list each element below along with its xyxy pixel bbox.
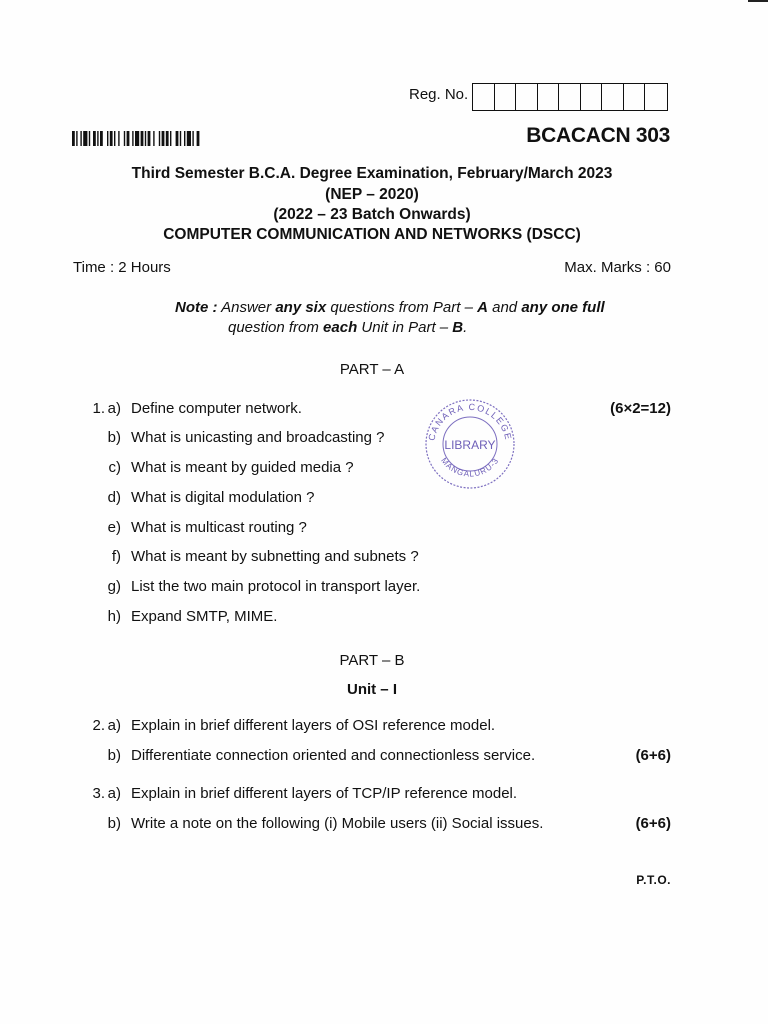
subquestion-text: What is unicasting and broadcasting ? (131, 429, 385, 446)
question-number: 1. (92, 400, 105, 417)
subquestion-label: a) (107, 717, 121, 734)
barcode-bar (97, 131, 98, 146)
note-emphasis: B (452, 319, 464, 336)
barcode-bar (159, 131, 160, 146)
barcode-bar (162, 131, 165, 146)
barcode-bar (83, 131, 87, 146)
subquestion-label: g) (107, 578, 121, 595)
subquestion-label: c) (108, 459, 121, 476)
svg-text:MANGALURU-3 (439, 456, 501, 479)
subquestion-text: Explain in brief different layers of OSI reference model. (131, 717, 496, 734)
pto-label: P.T.O. (636, 873, 671, 887)
scan-mark (748, 0, 768, 2)
note-emphasis: any six (275, 299, 327, 316)
reg-no-box (495, 84, 517, 110)
max-marks: Max. Marks : 60 (564, 259, 671, 276)
barcode-bar (132, 131, 133, 146)
subquestion-label: h) (107, 608, 121, 625)
library-stamp (420, 396, 520, 491)
note-text: and (487, 299, 522, 316)
unit-heading: Unit – I (346, 681, 397, 698)
exam-scheme: (NEP – 2020) (325, 186, 419, 203)
barcode-bar (180, 131, 181, 146)
stamp-top-text: CANARA COLLEGE (426, 401, 514, 442)
barcode-bar (76, 131, 77, 146)
reg-no-box (538, 84, 560, 110)
barcode-bar (80, 131, 81, 146)
barcode-bar (184, 131, 185, 146)
subquestion-text: What is multicast routing ? (131, 519, 307, 536)
subquestion-label: d) (107, 489, 121, 506)
barcode-bar (197, 131, 200, 146)
subquestion-label: b) (107, 747, 121, 764)
barcode-bar (176, 131, 179, 146)
subquestion-text: What is meant by guided media ? (131, 459, 354, 476)
stamp-bottom-text: MANGALURU-3 (439, 456, 501, 479)
reg-no-box (559, 84, 581, 110)
subquestion-label: a) (107, 400, 121, 417)
reg-no-box (645, 84, 667, 110)
note-text: Answer (221, 299, 276, 316)
exam-time: Time : 2 Hours (73, 259, 171, 276)
reg-no-box (624, 84, 646, 110)
exam-title: Third Semester B.C.A. Degree Examination, February/March 2023 (131, 165, 613, 182)
exam-subject: COMPUTER COMMUNICATION AND NETWORKS (DSCC) (163, 226, 581, 243)
part-b-heading: PART – B (339, 652, 405, 669)
barcode-icon (72, 131, 238, 146)
note-text: . (463, 319, 468, 336)
barcode-bar (93, 131, 96, 146)
subquestion-text: Write a note on the following (i) Mobile users (ii) Social issues. (131, 815, 544, 832)
reg-no-boxes (472, 83, 668, 111)
subquestion-text: What is meant by subnetting and subnets ? (131, 548, 419, 565)
barcode-bar (187, 131, 191, 146)
stamp-center-text: LIBRARY (444, 438, 496, 452)
note-text: questions from Part – (326, 299, 478, 316)
barcode-bar (127, 131, 130, 146)
exam-batch: (2022 – 23 Batch Onwards) (273, 206, 471, 223)
note-emphasis: any one full (521, 299, 605, 316)
instructions-note (175, 298, 675, 338)
svg-text:CANARA COLLEGE (426, 402, 513, 442)
note-text: Unit in Part – (357, 319, 453, 336)
reg-no-box (581, 84, 603, 110)
barcode-bar (166, 131, 169, 146)
barcode-bar (135, 131, 139, 146)
subquestion-text: Differentiate connection oriented and connectionless service. (131, 747, 536, 764)
subquestion-text: Define computer network. (131, 400, 302, 417)
subquestion-text: What is digital modulation ? (131, 489, 315, 506)
part-a-heading: PART – A (339, 361, 405, 378)
subquestion-text: List the two main protocol in transport layer. (131, 578, 421, 595)
subquestion-label: e) (107, 519, 121, 536)
reg-no-box (516, 84, 538, 110)
barcode-bar (118, 131, 119, 146)
subquestion-label: b) (107, 429, 121, 446)
question-marks: (6+6) (635, 747, 671, 764)
reg-no-box (602, 84, 624, 110)
subquestion-label: a) (107, 785, 121, 802)
subquestion-label: b) (107, 815, 121, 832)
subquestion-text: Explain in brief different layers of TCP/IP reference model. (131, 785, 518, 802)
barcode-bar (124, 131, 125, 146)
question-number: 3. (92, 785, 105, 802)
paper-code: BCACACN 303 (526, 124, 670, 147)
note-text: question from (228, 319, 324, 336)
barcode-bar (107, 131, 108, 146)
barcode-bar (100, 131, 103, 146)
question-marks: (6×2=12) (610, 400, 671, 417)
barcode-bar (192, 131, 193, 146)
barcode-bar (72, 131, 75, 146)
barcode-bar (170, 131, 171, 146)
question-number: 2. (92, 717, 105, 734)
barcode-bar (114, 131, 115, 146)
barcode-bar (153, 131, 154, 146)
barcode-bar (148, 131, 151, 146)
subquestion-label: f) (111, 548, 121, 565)
barcode-bar (89, 131, 90, 146)
barcode-bar (110, 131, 113, 146)
barcode-bar (145, 131, 146, 146)
reg-no-box (473, 84, 495, 110)
note-label: Note : (175, 299, 218, 316)
subquestion-text: Expand SMTP, MIME. (131, 608, 278, 625)
barcode-bar (141, 131, 144, 146)
note-emphasis: A (477, 299, 488, 316)
note-emphasis: each (323, 319, 358, 336)
question-marks: (6+6) (635, 815, 671, 832)
reg-no-label: Reg. No. (409, 86, 469, 103)
